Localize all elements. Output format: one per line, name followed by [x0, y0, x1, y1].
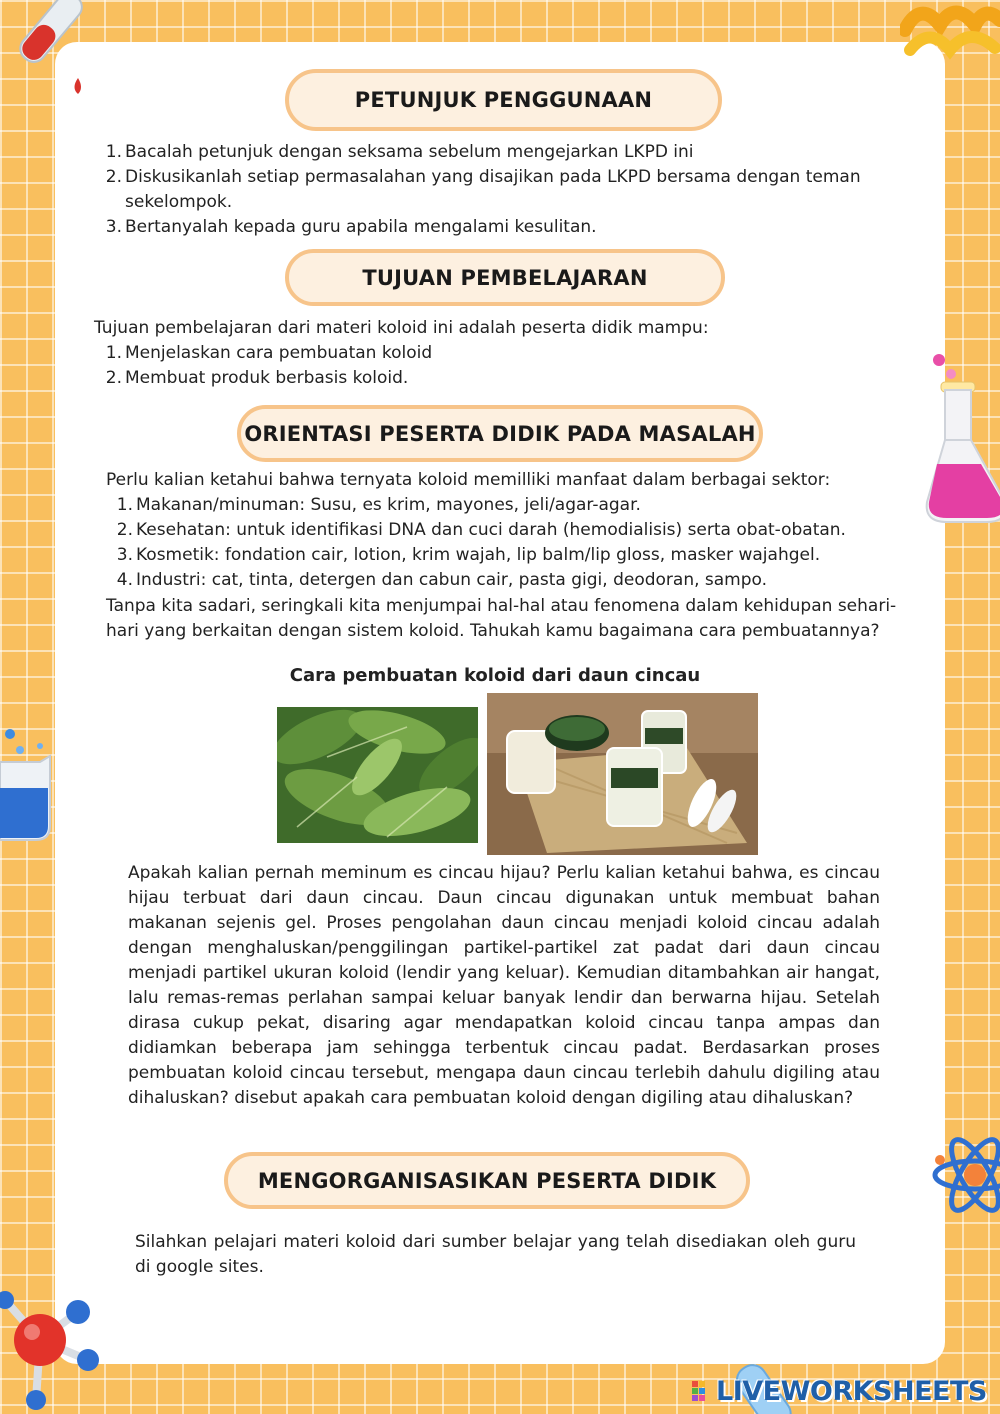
leaf-photo — [277, 707, 478, 843]
section-title-organisasi: MENGORGANISASIKAN PESERTA DIDIK — [224, 1152, 750, 1209]
list-item: 2. Kesehatan: untuk identifikasi DNA dan cuci darah (hemodialisis) serta obat-obatan. — [116, 520, 846, 540]
liveworksheets-logo-mark — [692, 1379, 712, 1403]
liveworksheets-logo[interactable] — [692, 1373, 992, 1409]
petunjuk-list — [103, 140, 893, 240]
list-item: 2. Membuat produk berbasis koloid. — [105, 368, 409, 388]
list-item: 1. Bacalah petunjuk dengan seksama sebelum mengejarkan LKPD ini — [105, 142, 694, 162]
tujuan-list — [103, 341, 893, 391]
list-item: 3. Bertanyalah kepada guru apabila mengalami kesulitan. — [105, 217, 597, 237]
section-title-orientasi: ORIENTASI PESERTA DIDIK PADA MASALAH — [237, 405, 763, 462]
list-item: 1. Menjelaskan cara pembuatan koloid — [105, 343, 433, 363]
atom-icon — [930, 1120, 1000, 1230]
pasta-decoration-icon — [900, 0, 1000, 70]
test-tube-icon — [0, 0, 100, 105]
list-item: 3. Kosmetik: fondation cair, lotion, krim wajah, lip balm/lip gloss, masker wajahgel. — [116, 545, 821, 565]
orientasi-list — [114, 493, 904, 593]
flask-icon — [925, 352, 1000, 527]
list-item: 2. Diskusikanlah setiap permasalahan yang disajikan pada LKPD bersama dengan teman sekelompok. — [105, 167, 861, 212]
molecule-icon — [0, 1290, 110, 1414]
image-caption: Cara pembuatan koloid dari daun cincau — [289, 665, 701, 686]
section-title-tujuan: TUJUAN PEMBELAJARAN — [285, 249, 725, 306]
liveworksheets-logo-text: LIVEWORKSHEETS — [716, 1375, 987, 1407]
list-item: 1. Makanan/minuman: Susu, es krim, mayones, jeli/agar-agar. — [116, 495, 641, 515]
tujuan-intro: Tujuan pembelajaran dari materi koloid ini adalah peserta didik mampu: — [94, 318, 709, 338]
cincau-drink-photo — [487, 693, 758, 855]
section-title-petunjuk: PETUNJUK PENGGUNAAN — [285, 69, 722, 131]
orientasi-closing: Tanpa kita sadari, seringkali kita menjumpai hal-hal atau fenomena dalam kehidupan sehari-hari yang berkaitan dengan sistem koloid. Tahukah kamu bagaimana cara pembuatannya? — [106, 596, 897, 641]
organisasi-text: Silahkan pelajari materi koloid dari sumber belajar yang telah disediakan oleh guru di google sites. — [135, 1232, 856, 1277]
orientasi-intro: Perlu kalian ketahui bahwa ternyata koloid memilliki manfaat dalam berbagai sektor: — [106, 470, 831, 490]
list-item: 4. Industri: cat, tinta, detergen dan cabun cair, pasta gigi, deodoran, sampo. — [116, 570, 768, 590]
cincau-paragraph: Apakah kalian pernah meminum es cincau hijau? Perlu kalian ketahui bahwa, es cincau hijau terbuat dari daun cincau. Daun cincau digunakan untuk membuat bahan makanan sejenis gel. Proses pengolahan daun cincau menjadi koloid cincau adalah dengan menghaluskan/penggilingan partikel-partikel zat padat dari daun cincau menjadi partikel ukuran koloid (lendir yang keluar). Kemudian ditambahkan air hangat, lalu remas-remas perlahan sampai keluar banyak lendir dan berwarna hijau. Setelah dirasa cukup pekat, disaring agar mendapatkan koloid cincau tanpa ampas dan didiamkan beberapa jam sehingga terbentuk cincau padat. Berdasarkan proses pembuatan koloid cincau tersebut, mengapa daun cincau terlebih dahulu digiling atau dihaluskan? disebut apakah cara pembuatan koloid dengan digiling atau dihaluskan? — [128, 863, 880, 1108]
beaker-icon — [0, 722, 58, 842]
